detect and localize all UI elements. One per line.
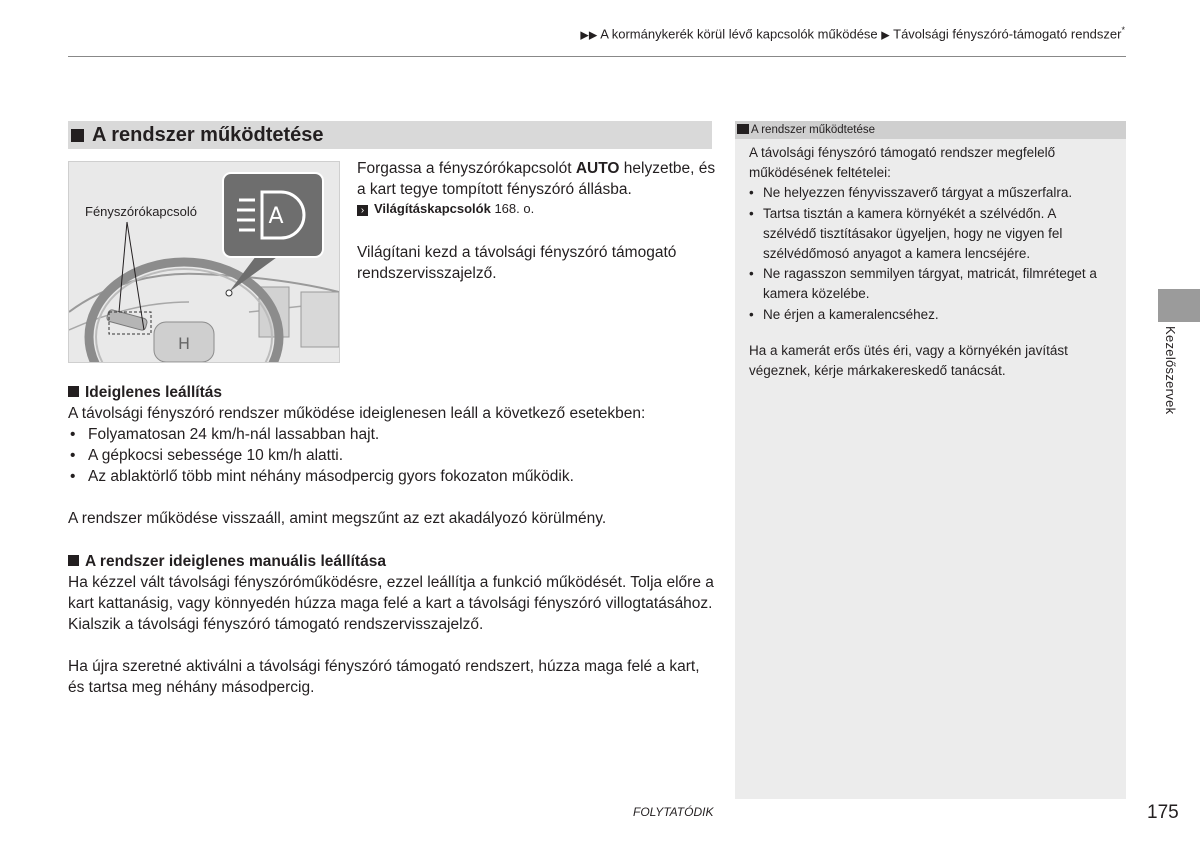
temporary-stop-heading	[68, 382, 728, 403]
reference-page: 168. o.	[490, 201, 535, 216]
square-bullet-icon	[68, 386, 79, 397]
intro-text-after: helyzetbe, és a kart tegye tompított fényszóró állásba.	[357, 160, 716, 198]
manual-stop-paragraph-1: Ha kézzel vált távolsági fényszóróműködésre, ezzel leállítja a funkció működését. Tolja előre a kart kattanásig, vagy könnyedén húzza maga felé a kart a távolsági fényszóró villogtatásához. Kialszik a távolsági fényszóró támogató rendszervisszajelző.	[68, 574, 714, 633]
temporary-stop-heading-text: Ideiglenes leállítás	[85, 384, 222, 401]
asterisk: *	[1121, 25, 1125, 35]
sidebar-list	[749, 183, 1109, 324]
svg-text:A: A	[268, 204, 284, 229]
figure-label: Fényszórókapcsoló	[85, 204, 197, 219]
arrow-icon: ▶	[881, 29, 890, 42]
section-title-bar	[68, 121, 712, 149]
list-item: • Folyamatosan 24 km/h-nál lassabban hajt.	[68, 424, 728, 445]
sidebar-heading: A rendszer működtetése	[751, 124, 876, 136]
intro-paragraph	[357, 158, 717, 218]
cross-reference[interactable]	[357, 200, 717, 218]
sidebar-note-text: Ha a kamerát erős ütés éri, vagy a környékén javítást végeznek, kérje márkakereskedő tanácsát.	[749, 342, 1068, 379]
list-item: • Tartsa tisztán a kamera környékét a szélvédőn. A szélvédő tisztításakor ügyeljen, hogy ne vigyen fel szélvédőmosó anyagot a kamera lencséjére.	[749, 204, 1109, 265]
steering-wheel-figure	[69, 162, 339, 362]
breadcrumb	[580, 25, 1125, 41]
temporary-stop-after: A rendszer működése visszaáll, amint megszűnt az ezt akadályozó körülmény.	[68, 510, 607, 527]
chapter-tab[interactable]	[1158, 289, 1200, 322]
sidebar-lead: A távolsági fényszóró támogató rendszer megfelelő működésének feltételei:	[749, 145, 1056, 181]
intro-paragraph-2: Világítani kezd a távolsági fényszóró támogató rendszervisszajelző.	[357, 244, 677, 282]
auto-keyword: AUTO	[575, 160, 620, 177]
svg-text:H: H	[177, 334, 191, 353]
list-item: • A gépkocsi sebessége 10 km/h alatti.	[68, 445, 728, 466]
breadcrumb-item-1: A kormánykerék körül lévő kapcsolók működése	[600, 26, 878, 42]
sidebar-heading-bar	[735, 121, 1126, 139]
list-item: • Ne érjen a kameralencséhez.	[749, 305, 1109, 325]
intro-text-before: Forgassa a fényszórókapcsolót	[357, 160, 576, 177]
page-number: 175	[1147, 802, 1179, 823]
section-title: A rendszer működtetése	[92, 124, 324, 146]
temporary-stop-section	[68, 382, 728, 529]
list-item: • Az ablaktörlő több mint néhány másodpercig gyors fokozaton működik.	[68, 466, 728, 487]
sidebar-note	[735, 121, 1126, 799]
breadcrumb-item-2: Távolsági fényszóró-támogató rendszer	[893, 26, 1122, 42]
reference-arrow-icon: ›	[357, 205, 368, 216]
chapter-tab-label: Kezelőszervek	[1163, 326, 1178, 415]
list-item: • Ne ragasszon semmilyen tárgyat, matricát, filmréteget a kamera közelébe.	[749, 264, 1109, 304]
temporary-stop-lead: A távolsági fényszóró rendszer működése ideiglenesen leáll a következő esetekben:	[68, 405, 646, 422]
manual-stop-paragraph-2: Ha újra szeretné aktiválni a távolsági fényszóró támogató rendszert, húzza maga felé a kart, és tartsa meg néhány másodpercig.	[68, 658, 700, 696]
header-divider	[68, 56, 1126, 57]
square-bullet-icon	[71, 129, 84, 142]
double-arrow-icon	[737, 124, 749, 134]
manual-stop-section	[68, 551, 718, 698]
manual-stop-heading	[68, 551, 718, 572]
dashboard-illustration	[68, 161, 340, 363]
list-item: • Ne helyezzen fényvisszaverő tárgyat a műszerfalra.	[749, 183, 1109, 203]
continued-label: FOLYTATÓDIK	[633, 805, 714, 819]
manual-stop-heading-text: A rendszer ideiglenes manuális leállítása	[85, 553, 386, 570]
reference-title: Világításkapcsolók	[374, 201, 491, 216]
double-arrow-icon: ▶▶	[580, 29, 598, 42]
square-bullet-icon	[68, 555, 79, 566]
sidebar-body	[749, 143, 1109, 381]
temporary-stop-list	[68, 424, 728, 487]
